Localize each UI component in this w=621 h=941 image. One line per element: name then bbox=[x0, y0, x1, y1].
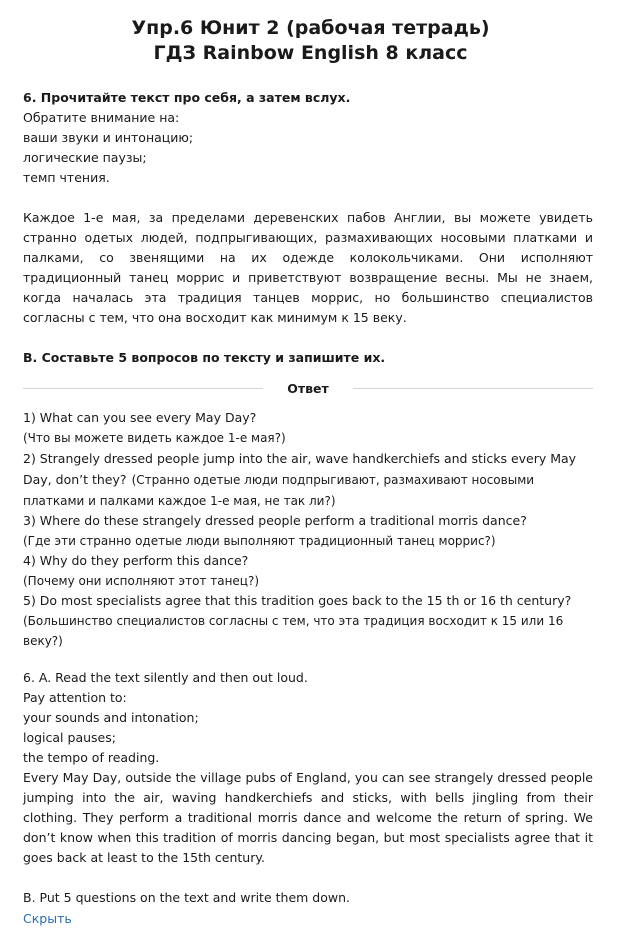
answer-en: 5) Do most specialists agree that this tradition goes back to the 15 th or 16 th century? bbox=[23, 593, 572, 608]
task-line: темп чтения. bbox=[23, 170, 110, 185]
divider-line-left bbox=[23, 388, 263, 389]
answer-ru: (Странно одетые люди подпрыгивают, размахивают носовыми платками и палками каждое 1-е мая, не так ли?) bbox=[23, 473, 535, 508]
divider-line-right bbox=[353, 388, 593, 389]
page-title bbox=[0, 0, 621, 66]
english-section bbox=[23, 668, 593, 929]
answer-en: 3) Where do these strangely dressed people perform a traditional morris dance? bbox=[23, 513, 527, 528]
english-heading: 6. A. Read the text silently and then out loud. bbox=[23, 670, 308, 685]
english-line: logical pauses; bbox=[23, 730, 116, 745]
task-paragraph: Каждое 1-е мая, за пределами деревенских пабов Англии, вы можете увидеть странно одетых людей, подпрыгивающих, размахивающих носовыми платками и палками, со звенящими на их одежде колокольчиками. Они исполняют традиционный танец моррис и приветствуют возвращение весны. Мы не знаем, когда началась эта традиция танцев моррис, но большинство специалистов согласны с тем, что она восходит как минимум к 15 веку. bbox=[23, 210, 593, 325]
task-line: Обратите внимание на: bbox=[23, 110, 180, 125]
task-heading: 6. Прочитайте текст про себя, а затем вслух. bbox=[23, 90, 351, 105]
english-paragraph: Every May Day, outside the village pubs of England, you can see strangely dressed people jumping into the air, waving handkerchiefs and sticks, with bells jingling from their clothing. They perform a traditional morris dance and welcome the return of spring. We don’t know when this tradition of morris dancing began, but most specialists agree that it goes back at least to the 15th century. bbox=[23, 770, 593, 865]
title-line-2: ГДЗ Rainbow English 8 класс bbox=[153, 42, 468, 64]
answer-en: 4) Why do they perform this dance? bbox=[23, 553, 249, 568]
answer-en: 2) Strangely dressed people jump into the air, wave handkerchiefs and sticks every May Day, don’t they? bbox=[23, 451, 577, 487]
english-line: the tempo of reading. bbox=[23, 750, 160, 765]
task-line: ваши звуки и интонацию; bbox=[23, 130, 194, 145]
answer-ru: (Где эти странно одетые люди выполняют традиционный танец моррис?) bbox=[23, 534, 496, 548]
hide-link[interactable]: Скрыть bbox=[23, 911, 72, 926]
answer-divider bbox=[23, 378, 593, 398]
english-heading-b: B. Put 5 questions on the text and write them down. bbox=[23, 890, 350, 905]
task-section bbox=[23, 88, 593, 368]
english-line: your sounds and intonation; bbox=[23, 710, 199, 725]
title-line-1: Упр.6 Юнит 2 (рабочая тетрадь) bbox=[131, 17, 490, 39]
answer-list bbox=[23, 408, 593, 651]
answer-ru: (Что вы можете видеть каждое 1-е мая?) bbox=[23, 431, 286, 445]
task-heading-b: B. Составьте 5 вопросов по тексту и запишите их. bbox=[23, 350, 386, 365]
answer-en: 1) What can you see every May Day? bbox=[23, 410, 257, 425]
english-line: Pay attention to: bbox=[23, 690, 127, 705]
task-line: логические паузы; bbox=[23, 150, 147, 165]
answer-label: Ответ bbox=[287, 380, 329, 396]
answer-ru: (Почему они исполняют этот танец?) bbox=[23, 574, 260, 588]
answer-ru: (Большинство специалистов согласны с тем, что эта традиция восходит к 15 или 16 веку?) bbox=[23, 614, 564, 648]
